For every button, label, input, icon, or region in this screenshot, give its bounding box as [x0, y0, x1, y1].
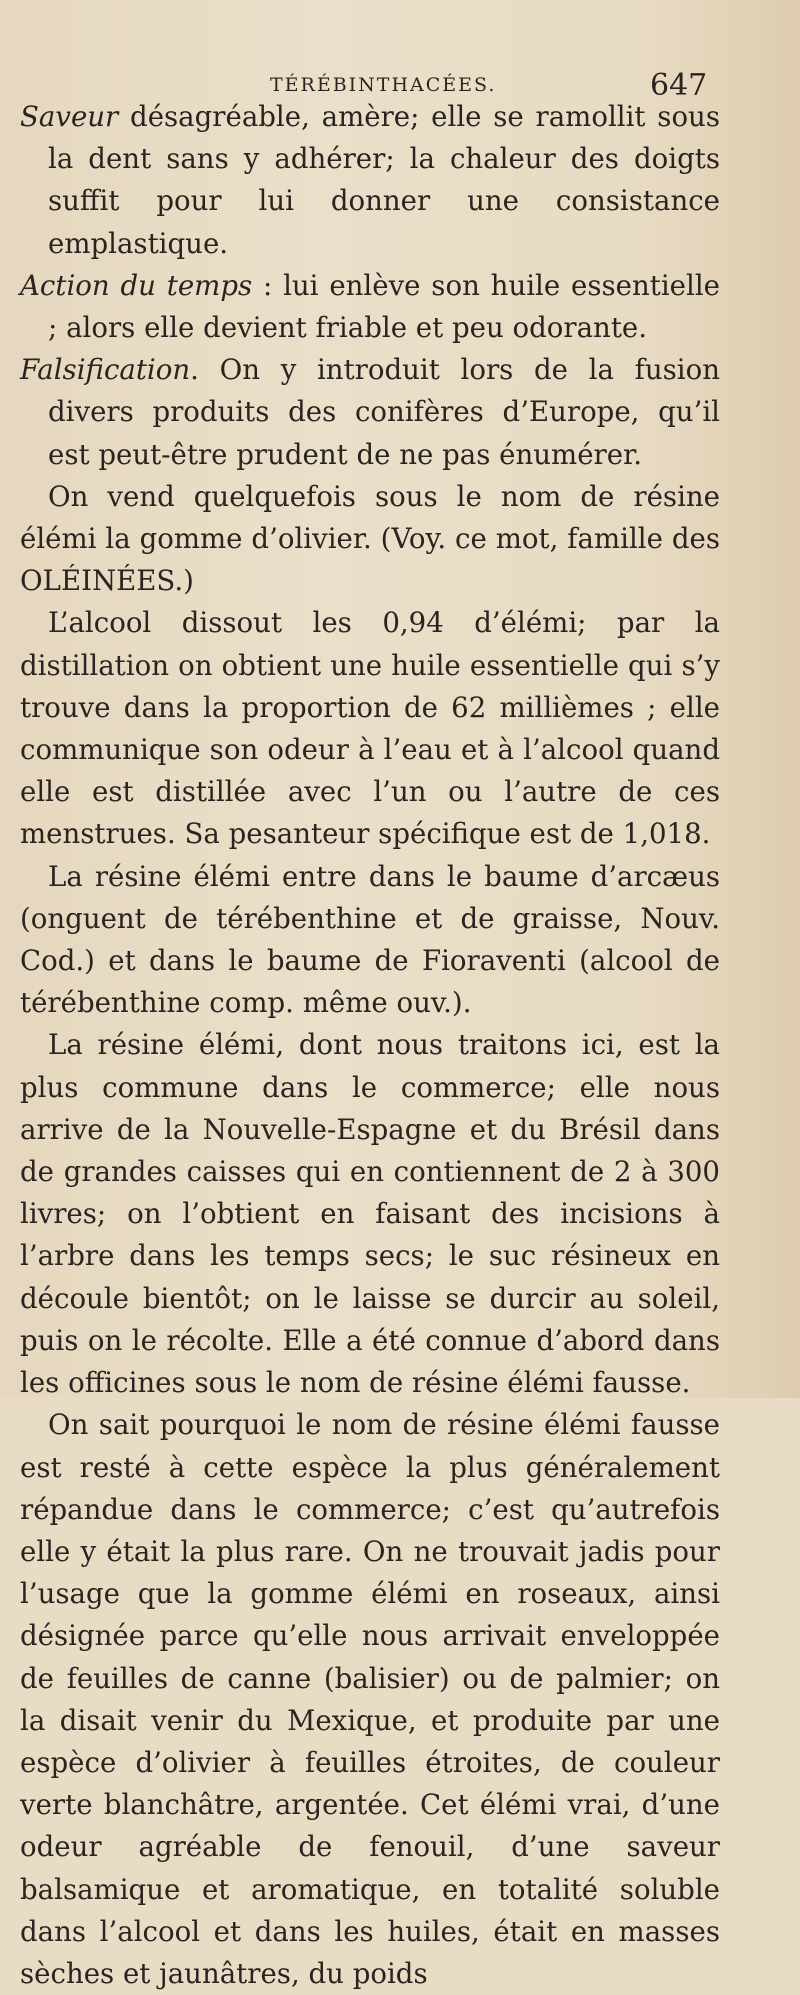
running-title: TÉRÉBINTHACÉES. [270, 74, 497, 96]
paragraph-text: . On y introduit lors de la fusion divers produits des conifères d’Europe, qu’il est peut-être prudent de ne pas énumérer. [48, 353, 720, 471]
paragraph-alcool: L’alcool dissout les 0,94 d’élémi; par la distillation on obtient une huile essentielle qui s’y trouve dans la proportion de 62 millièmes ; elle communique son odeur à l’eau et à l’alcool quand elle est distillée avec l’un ou l’autre de ces menstrues. Sa pesanteur spécifique est de 1,018. [20, 606, 720, 851]
paragraph-baume: La résine élémi entre dans le baume d’arcæus (onguent de térébenthine et de graisse, Nouv. Cod.) et dans le baume de Fioraventi (alcool de térébenthine comp. même ouv.). [20, 859, 720, 1020]
paragraph-saveur [20, 96, 720, 265]
paragraph-lead: Action du temps [20, 268, 253, 302]
paragraph-elemi-fausse: On sait pourquoi le nom de résine élémi fausse est resté à cette espèce la plus généralement répandue dans le commerce; c’est qu’autrefois elle y était la plus rare. On ne trouvait jadis pour l’usage que la gomme élémi en roseaux, ainsi désignée parce qu’elle nous arrivait enveloppée de feuilles de canne (balisier) ou de palmier; on la disait venir du Mexique, et produite par une espèce d’olivier à feuilles étroites, de couleur verte blanchâtre, argentée. Cet élémi vrai, d’une odeur agréable de fenouil, d’une saveur balsamique et aromatique, en totalité soluble dans l’alcool et dans les huiles, était en masses sèches et jaunâtres, du poids [20, 1408, 720, 1990]
paragraph-text: désagréable, amère; elle se ramollit sous la dent sans y adhérer; la chaleur des doigts suffit pour lui donner une consistance emplastique. [48, 100, 720, 260]
paragraph-gomme-olivier: On vend quelquefois sous le nom de résine élémi la gomme d’olivier. (Voy. ce mot, famille des OLÉINÉES.) [20, 479, 720, 598]
paragraph-action-du-temps [20, 265, 720, 349]
page-number: 647 [650, 68, 708, 103]
paragraph-commerce: La résine élémi, dont nous traitons ici, est la plus commune dans le commerce; elle nous arrive de la Nouvelle-Espagne et du Brésil dans de grandes caisses qui en contiennent de 2 à 300 livres; on l’obtient en faisant des incisions à l’arbre dans les temps secs; le suc résineux en découle bientôt; on le laisse se durcir au soleil, puis on le récolte. Elle a été connue d’abord dans les officines sous le nom de résine élémi fausse. [20, 1028, 720, 1400]
paragraph-lead: Saveur [20, 100, 119, 133]
paragraph-text: : lui enlève son huile essentielle ; alors elle devient friable et peu odorante. [48, 268, 720, 345]
body-text [20, 96, 720, 1995]
paragraph-falsification [20, 349, 720, 476]
paragraph-lead: Falsification [20, 353, 191, 387]
